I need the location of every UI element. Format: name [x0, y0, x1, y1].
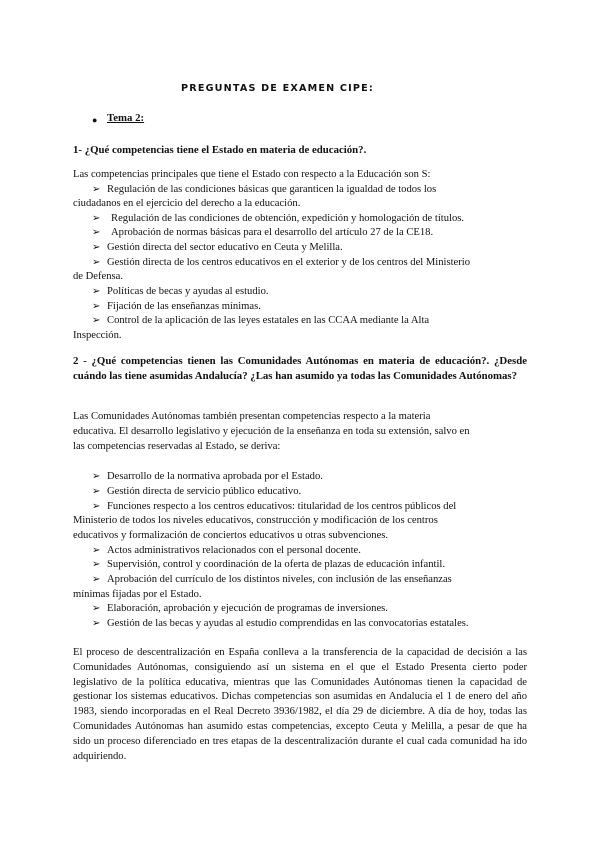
q2-intro-line: las competencias reservadas al Estado, se deriva:	[73, 441, 281, 452]
list-item: Gestión de las becas y ayudas al estudio comprendidas en las convocatorias estatales.	[107, 618, 469, 629]
list-item: Gestión directa de servicio público educativo.	[107, 486, 302, 497]
arrow-bullet-icon: ➢	[92, 574, 101, 585]
list-item-continuation: de Defensa.	[73, 271, 123, 282]
q2-intro-line: Las Comunidades Autónomas también presentan competencias respecto a la materia	[73, 411, 431, 422]
list-item: Control de la aplicación de las leyes estatales en las CCAA mediante la Alta	[107, 315, 430, 326]
list-item: Aprobación del currículo de los distintos niveles, con inclusión de las enseñanzas	[107, 574, 452, 585]
list-item: Gestión directa de los centros educativos en el exterior y de los centros del Ministerio	[107, 257, 471, 268]
list-item: Fijación de las enseñanzas mínimas.	[107, 301, 261, 312]
list-item: Actos administrativos relacionados con el personal docente.	[107, 545, 361, 556]
arrow-bullet-icon: ➢	[92, 301, 101, 312]
q1-intro: Las competencias principales que tiene el Estado con respecto a la Educación son S:	[73, 169, 431, 180]
list-item: Aprobación de normas básicas para el desarrollo del artículo 27 de la CE18.	[111, 227, 434, 238]
q2-closing-paragraph: El proceso de descentralización en España conlleva a la transferencia de la capacidad de decisión a las Comunidades Autónomas, consiguiendo así un sistema en el que el Estado Presenta cierto poder legislativo de la política educativa, mientras que las Comunidades Autónomas tienen la capacidad de gestionar los sistemas educativos. Dichas competencias son asumidas en Andalucía el 1 de enero del año 1983, siendo incorporadas en el Real Decreto 3936/1982, el día 29 de diciembre. A día de hoy, todas las Comunidades Autónomas han asumido estas competencias, excepto Ceuta y Melilla, a pesar de que ha sido un proceso diferenciado en tres etapas de la descentralización durante el cual cada comunidad ha ido adquiriendo.	[73, 647, 527, 762]
list-item: Regulación de las condiciones de obtención, expedición y homologación de títulos.	[111, 213, 465, 224]
list-item: Funciones respecto a los centros educativos: titularidad de los centros públicos del	[107, 501, 457, 512]
list-item: Gestión directa del sector educativo en Ceuta y Melilla.	[107, 242, 343, 253]
arrow-bullet-icon: ➢	[92, 227, 101, 238]
arrow-bullet-icon: ➢	[92, 257, 101, 268]
question-2: 2 - ¿Qué competencias tienen las Comunidades Autónomas en materia de educación?. ¿Desde cuándo las tiene asumidas Andalucía? ¿Las han asumido ya todas las Comunidades Autónomas?	[73, 355, 527, 382]
arrow-bullet-icon: ➢	[92, 559, 101, 570]
arrow-bullet-icon: ➢	[92, 315, 101, 326]
arrow-bullet-icon: ➢	[92, 486, 101, 497]
list-item-continuation: educativos y formalización de conciertos educativos u otras subvenciones.	[73, 530, 389, 541]
arrow-bullet-icon: ➢	[92, 184, 101, 195]
list-item: Elaboración, aprobación y ejecución de programas de inversiones.	[107, 603, 388, 614]
arrow-bullet-icon: ➢	[92, 471, 101, 482]
list-item-continuation: Ministerio de todos los niveles educativos, construcción y modificación de los centros	[73, 515, 438, 526]
section-heading-tema: Tema 2:	[107, 112, 145, 124]
list-item: Regulación de las condiciones básicas que garanticen la igualdad de todos los	[107, 184, 437, 195]
list-item: Políticas de becas y ayudas al estudio.	[107, 286, 269, 297]
page-title: PREGUNTAS DE EXAMEN CIPE:	[181, 83, 374, 94]
arrow-bullet-icon: ➢	[92, 618, 101, 629]
list-item-continuation: mínimas fijadas por el Estado.	[73, 589, 202, 600]
arrow-bullet-icon: ➢	[92, 501, 101, 512]
list-item-continuation: ciudadanos en el ejercicio del derecho a la educación.	[73, 198, 301, 209]
question-1: 1- ¿Qué competencias tiene el Estado en materia de educación?.	[73, 144, 367, 156]
list-item: Supervisión, control y coordinación de la oferta de plazas de educación infantil.	[107, 559, 445, 570]
bullet-dot-icon: ●	[92, 115, 98, 125]
list-item-continuation: Inspección.	[73, 330, 122, 341]
q2-intro-line: educativa. El desarrollo legislativo y ejecución de la enseñanza en toda su extensión, salvo en	[73, 426, 470, 437]
arrow-bullet-icon: ➢	[92, 213, 101, 224]
list-item: Desarrollo de la normativa aprobada por el Estado.	[107, 471, 323, 482]
arrow-bullet-icon: ➢	[92, 603, 101, 614]
arrow-bullet-icon: ➢	[92, 286, 101, 297]
arrow-bullet-icon: ➢	[92, 242, 101, 253]
arrow-bullet-icon: ➢	[92, 545, 101, 556]
